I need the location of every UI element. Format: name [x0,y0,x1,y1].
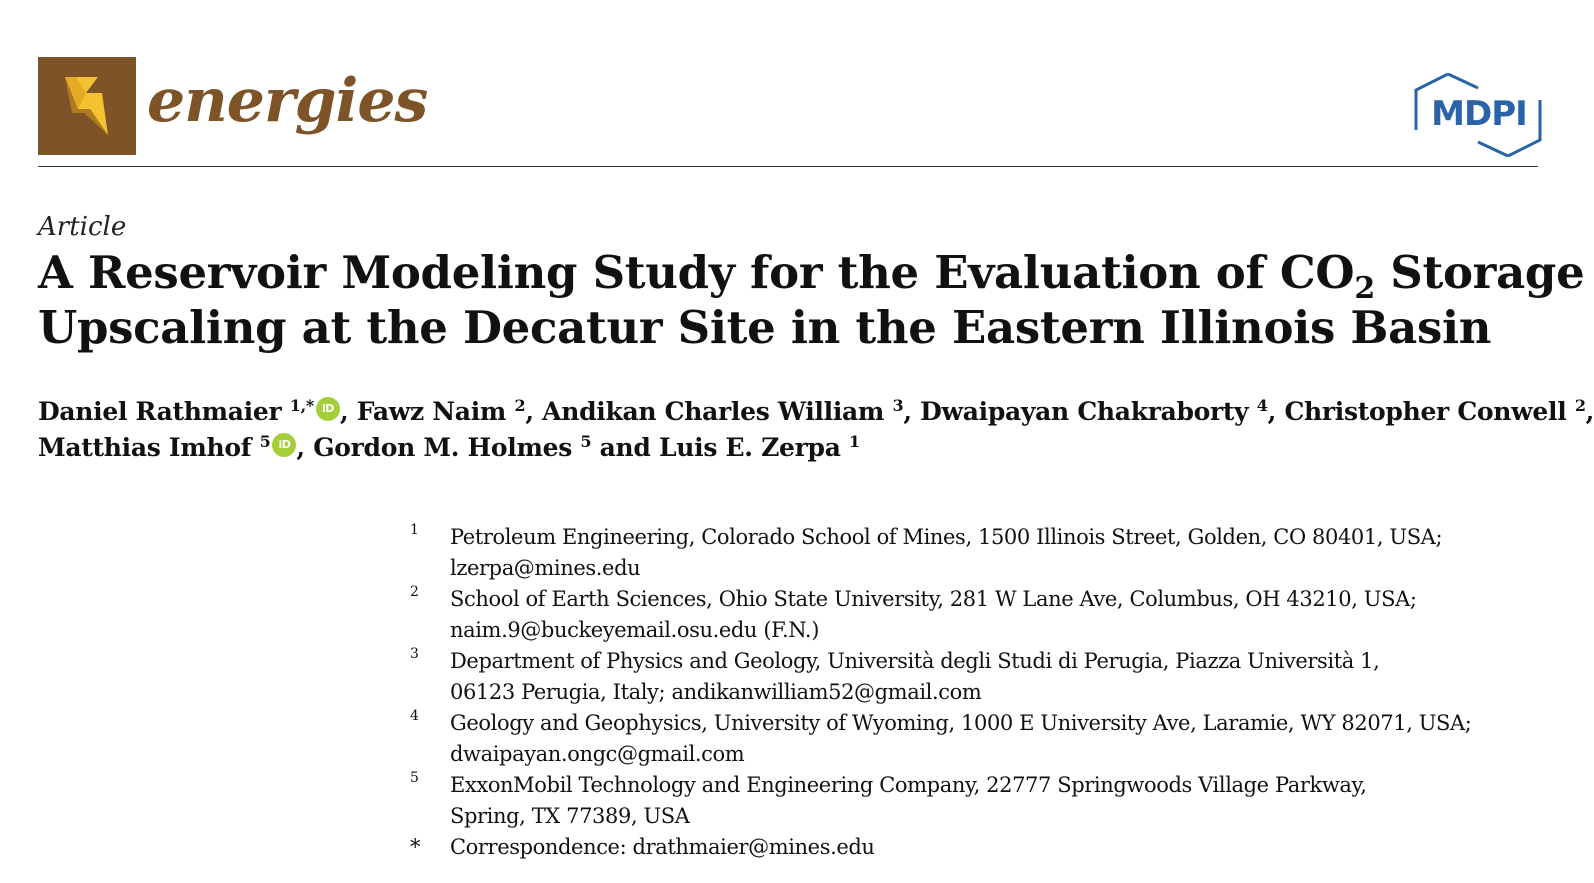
affiliation-email[interactable]: lzerpa@mines.edu [450,556,641,580]
affiliation-item [408,770,1558,832]
author-name[interactable]: Gordon M. Holmes [313,433,572,462]
author-line-1 [38,394,1594,430]
author-line-2 [38,430,1578,466]
author-separator: , [903,397,921,426]
correspondence-item [408,832,1558,863]
header-divider [38,166,1538,167]
affiliation-item [408,646,1558,708]
author-separator: , [1585,397,1594,426]
affiliation-email[interactable]: naim.9@buckeyemail.osu.edu (F.N.) [450,618,819,642]
correspondence-mark: * [410,835,421,859]
affiliation-number: 4 [410,708,419,724]
affiliation-list [408,522,1558,863]
affiliation-number: 1 [410,522,419,538]
author-name[interactable]: Matthias Imhof [38,433,252,462]
orcid-icon[interactable]: iD [316,397,340,421]
author-separator: and [591,433,659,462]
correspondence-text[interactable]: Correspondence: drathmaier@mines.edu [450,835,875,859]
affiliation-number: 3 [410,646,419,662]
affiliation-text: Spring, TX 77389, USA [450,804,690,828]
title-line-1 [38,245,1585,306]
author-name[interactable]: Luis E. Zerpa [659,433,841,462]
author-separator: , [296,433,314,462]
title-line-2: Upscaling at the Decatur Site in the Eastern Illinois Basin [38,301,1492,354]
affiliation-email[interactable]: 06123 Perugia, Italy; andikanwilliam52@gmail.com [450,680,982,704]
author-separator: , [525,397,543,426]
journal-name: energies [147,66,428,136]
orcid-icon[interactable]: iD [272,433,296,457]
author-affiliation-mark: 1,* [289,396,314,415]
journal-logo [38,57,136,155]
author-affiliation-mark: 1 [849,432,860,451]
affiliation-text: ExxonMobil Technology and Engineering Company, 22777 Springwoods Village Parkway, [450,773,1367,797]
affiliation-text: School of Earth Sciences, Ohio State University, 281 W Lane Ave, Columbus, OH 43210, USA; [450,587,1417,611]
title-text: A Reservoir Modeling Study for the Evaluation of CO [38,246,1355,299]
author-affiliation-mark: 2 [514,396,526,415]
title-text: Storage [1374,246,1585,299]
author-separator: , [339,397,357,426]
article-title [38,245,1585,355]
author-affiliation-mark: 5 [259,432,271,451]
author-name[interactable]: Andikan Charles William [542,397,885,426]
author-separator: , [1267,397,1285,426]
affiliation-number: 5 [410,770,419,786]
author-affiliation-mark: 3 [892,396,904,415]
author-affiliation-mark: 2 [1574,396,1586,415]
author-name[interactable]: Fawz Naim [356,397,507,426]
affiliation-text: Petroleum Engineering, Colorado School of Mines, 1500 Illinois Street, Golden, CO 80401, USA; [450,525,1443,549]
lightning-bolt-icon [38,57,136,155]
affiliation-email[interactable]: dwaipayan.ongc@gmail.com [450,742,745,766]
author-name[interactable]: Christopher Conwell [1284,397,1567,426]
publisher-name: MDPI [1431,94,1527,134]
author-affiliation-mark: 4 [1256,396,1268,415]
author-name[interactable]: Daniel Rathmaier [38,397,282,426]
affiliation-text: Geology and Geophysics, University of Wyoming, 1000 E University Ave, Laramie, WY 82071, USA; [450,711,1472,735]
author-list [38,394,1594,466]
affiliation-item [408,584,1558,646]
affiliation-text: Department of Physics and Geology, Università degli Studi di Perugia, Piazza Università 1, [450,649,1380,673]
author-name[interactable]: Dwaipayan Chakraborty [920,397,1249,426]
title-subscript: 2 [1354,271,1375,306]
affiliation-item [408,708,1558,770]
author-affiliation-mark: 5 [580,432,592,451]
affiliation-number: 2 [410,584,419,600]
article-type: Article [38,212,127,242]
affiliation-item [408,522,1558,584]
